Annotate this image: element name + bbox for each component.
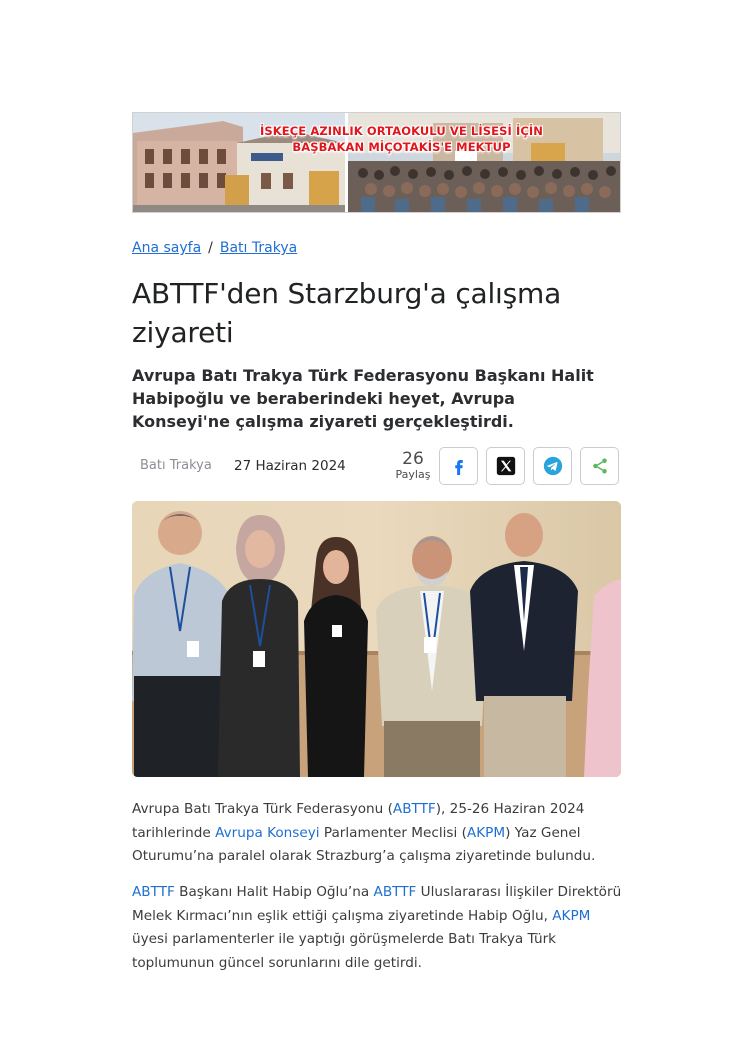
article-title: ABTTF'den Starzburg'a çalışma ziyareti	[132, 277, 562, 349]
x-icon	[496, 456, 516, 476]
meta-category[interactable]: Batı Trakya	[140, 458, 212, 473]
banner-headline	[133, 123, 620, 155]
paragraph-text: ), 25-26 Haziran 2024 tarihlerinde	[132, 801, 585, 841]
breadcrumb	[132, 238, 297, 258]
paragraph-text: ) Yaz Genel Oturumu’na paralel olarak Strazburg’a çalışma ziyaretinde bulundu.	[132, 824, 596, 864]
abttf-link[interactable]: ABTTF	[132, 884, 175, 900]
header-banner[interactable]	[132, 112, 621, 213]
paragraph-text: Avrupa Batı Trakya Türk Federasyonu (	[132, 801, 393, 817]
article-photo	[132, 501, 621, 777]
breadcrumb-category-link[interactable]: Batı Trakya	[219, 240, 298, 256]
share-telegram-button[interactable]	[533, 447, 572, 485]
facebook-icon	[450, 457, 468, 475]
article-meta	[132, 446, 621, 486]
avrupa-konseyi-link[interactable]: Avrupa Konseyi	[215, 824, 320, 841]
akpm-link[interactable]: AKPM	[552, 907, 591, 924]
abttf-link[interactable]: ABTTF	[373, 884, 417, 900]
group-photo-image	[132, 501, 621, 777]
article-paragraph-2	[132, 881, 622, 975]
share-more-button[interactable]	[580, 447, 619, 485]
meta-date: 27 Haziran 2024	[234, 458, 346, 474]
akpm-link[interactable]: AKPM	[466, 824, 506, 841]
telegram-icon	[543, 456, 563, 476]
share-facebook-button[interactable]	[439, 447, 478, 485]
article-paragraph-1	[132, 798, 622, 869]
paragraph-text: Başkanı Halit Habip Oğlu’na	[174, 884, 374, 900]
article-lead: Avrupa Batı Trakya Türk Federasyonu Başkanı Halit Habipoğlu ve beraberindeki heyet, Avrupa Konseyi'ne çalışma ziyareti gerçekleştirdi.	[132, 366, 594, 431]
paragraph-text: Parlamenter Meclisi (	[319, 824, 467, 841]
paragraph-text: Uluslararası İlişkiler Direktörü Melek Kırmacı’nın eşlik ettiği çalışma ziyaretinde Habip Oğlu,	[132, 884, 622, 924]
breadcrumb-home-link[interactable]: Ana sayfa	[132, 240, 202, 256]
breadcrumb-separator: /	[208, 240, 213, 256]
banner-line-1: İSKEÇE AZINLIK ORTAOKULU VE LİSESİ İÇİN	[260, 124, 543, 138]
share-icon	[591, 457, 609, 475]
share-count-number: 26	[402, 449, 424, 469]
paragraph-text: üyesi parlamenterler ile yaptığı görüşmelerde Batı Trakya Türk toplumunun güncel sorunlarını dile getirdi.	[132, 931, 557, 971]
share-count	[391, 450, 435, 481]
abttf-link[interactable]: ABTTF	[392, 801, 436, 817]
banner-line-2: BAŞBAKAN MİÇOTAKİS'E MEKTUP	[292, 140, 511, 154]
share-x-button[interactable]	[486, 447, 525, 485]
share-count-label: Paylaş	[395, 468, 431, 481]
